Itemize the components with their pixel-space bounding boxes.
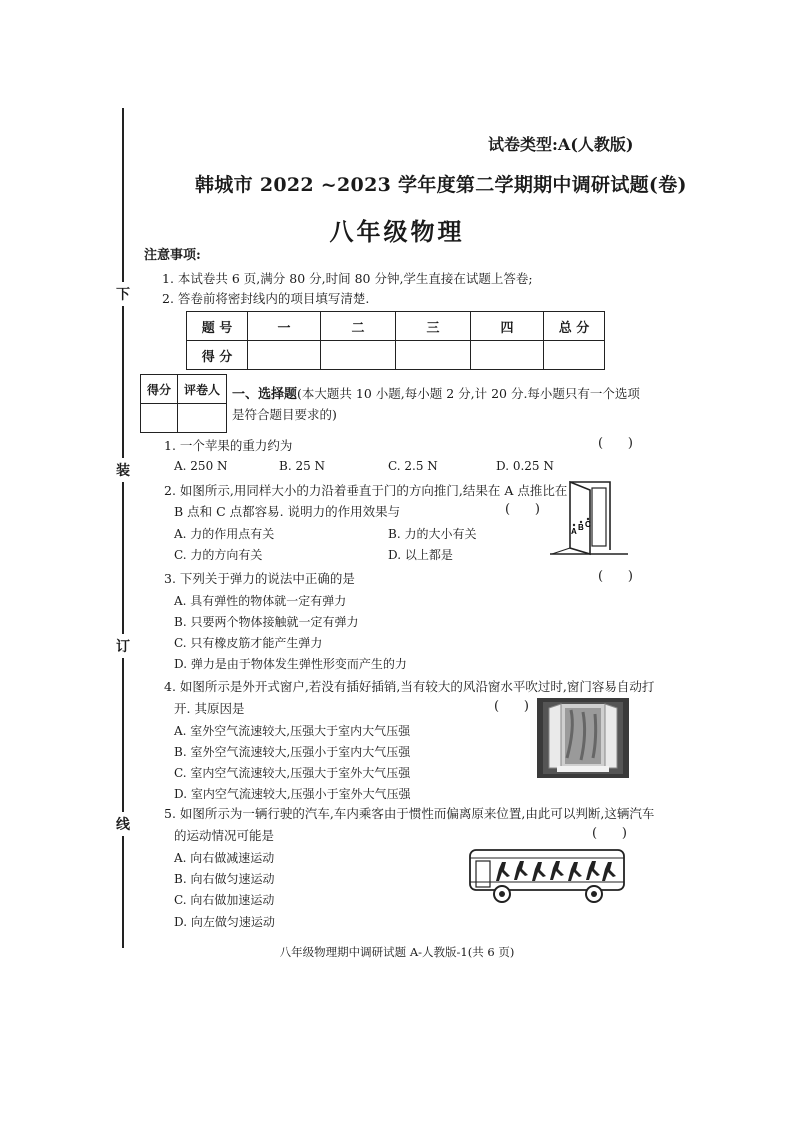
q4-option-a: A. 室外空气流速较大,压强大于室内大气压强 (174, 724, 411, 738)
q2-stem-line1: 2. 如图所示,用同样大小的力沿着垂直于门的方向推门,结果在 A 点推比在 (164, 483, 568, 498)
bus-figure (466, 846, 630, 908)
q1-option-b: B. 25 N (279, 459, 326, 473)
binding-char-xia: 下 (116, 282, 130, 306)
score-cell-total[interactable] (544, 341, 605, 370)
q3-option-a: A. 具有弹性的物体就一定有弹力 (174, 594, 347, 608)
q3-stem: 3. 下列关于弹力的说法中正确的是 (164, 571, 355, 586)
q3-option-d: D. 弹力是由于物体发生弹性形变而产生的力 (174, 657, 407, 671)
section-1-title: 一、选择题 (232, 387, 298, 402)
score-header-3: 三 (396, 312, 471, 341)
q4-option-d: D. 室内空气流速较大,压强小于室外大气压强 (174, 787, 411, 801)
paper-type: 试卷类型:A(人教版) (488, 135, 634, 154)
score-header-total: 总 分 (544, 312, 605, 341)
q5-stem-line1: 5. 如图所示为一辆行驶的汽车,车内乘客由于惯性而偏离原来位置,由此可以判断,这辆汽车 (164, 806, 655, 821)
score-cell-2[interactable] (321, 341, 396, 370)
q4-option-c: C. 室内空气流速较大,压强大于室外大气压强 (174, 766, 411, 780)
q4-answer-bracket: ( ) (494, 699, 529, 714)
window-photo (537, 698, 629, 778)
score-cell-3[interactable] (396, 341, 471, 370)
q1-stem: 1. 一个苹果的重力约为 (164, 438, 293, 453)
subject-heading (0, 212, 794, 247)
note-item-2: 2. 答卷前将密封线内的项目填写清楚. (162, 291, 370, 306)
score-header-1: 一 (248, 312, 321, 341)
grader-score-cell[interactable] (141, 404, 178, 433)
score-cell-1[interactable] (248, 341, 321, 370)
q5-option-a: A. 向右做减速运动 (174, 851, 275, 865)
q5-option-d: D. 向左做匀速运动 (174, 915, 275, 929)
notes-title: 注意事项: (144, 248, 201, 263)
q1-option-a: A. 250 N (174, 459, 228, 473)
q2-option-a: A. 力的作用点有关 (174, 527, 275, 541)
section-1-desc: (本大题共 10 小题,每小题 2 分,计 20 分.每小题只有一个选项是符合题目要求的) (232, 386, 640, 422)
q3-answer-bracket: ( ) (598, 569, 633, 584)
door-label-a: A (571, 527, 577, 536)
score-header-label: 题 号 (187, 312, 248, 341)
section-1-heading (232, 384, 642, 425)
grader-name-label: 评卷人 (178, 375, 227, 404)
q1-option-c: C. 2.5 N (388, 459, 438, 473)
q5-stem-line2: 的运动情况可能是 (174, 828, 275, 843)
binding-char-ding: 订 (116, 634, 130, 658)
door-label-c: C (585, 520, 591, 529)
score-row-label: 得 分 (187, 341, 248, 370)
subject-text: 八年级物理 (329, 217, 465, 246)
q2-option-b: B. 力的大小有关 (388, 527, 477, 541)
q3-option-b: B. 只要两个物体接触就一定有弹力 (174, 615, 359, 629)
q2-stem-line2: B 点和 C 点都容易. 说明力的作用效果与 (174, 504, 401, 519)
q2-answer-bracket: ( ) (505, 502, 540, 517)
binding-char-zhuang: 装 (116, 458, 130, 482)
grader-name-cell[interactable] (178, 404, 227, 433)
score-table-header-row (187, 312, 605, 341)
q4-stem-line2: 开. 其原因是 (174, 701, 245, 716)
score-cell-4[interactable] (471, 341, 544, 370)
score-header-2: 二 (321, 312, 396, 341)
q3-option-c: C. 只有橡皮筋才能产生弹力 (174, 636, 323, 650)
q2-option-c: C. 力的方向有关 (174, 548, 263, 562)
score-table (186, 311, 605, 370)
page-footer: 八年级物理期中调研试题 A-人教版-1(共 6 页) (279, 945, 515, 959)
q4-stem-line1: 4. 如图所示是外开式窗户,若没有插好插销,当有较大的风沿窗水平吹过时,窗门容易自动打 (164, 679, 655, 694)
q5-option-c: C. 向右做加速运动 (174, 893, 275, 907)
q5-option-b: B. 向右做匀速运动 (174, 872, 275, 886)
note-item-1: 1. 本试卷共 6 页,满分 80 分,时间 80 分钟,学生直接在试题上答卷; (162, 271, 533, 286)
exam-title: 韩城市 2022 ~2023 学年度第二学期期中调研试题(卷) (195, 174, 687, 196)
q5-answer-bracket: ( ) (592, 826, 627, 841)
score-table-score-row (187, 341, 605, 370)
binding-char-xian: 线 (116, 812, 130, 836)
score-header-4: 四 (471, 312, 544, 341)
door-label-b: B (578, 523, 584, 532)
q2-option-d: D. 以上都是 (388, 548, 453, 562)
door-figure (548, 478, 630, 558)
q4-option-b: B. 室外空气流速较大,压强小于室内大气压强 (174, 745, 411, 759)
q1-answer-bracket: ( ) (598, 436, 633, 451)
grader-score-label: 得分 (141, 375, 178, 404)
grader-box (140, 374, 227, 433)
q1-option-d: D. 0.25 N (496, 459, 554, 473)
